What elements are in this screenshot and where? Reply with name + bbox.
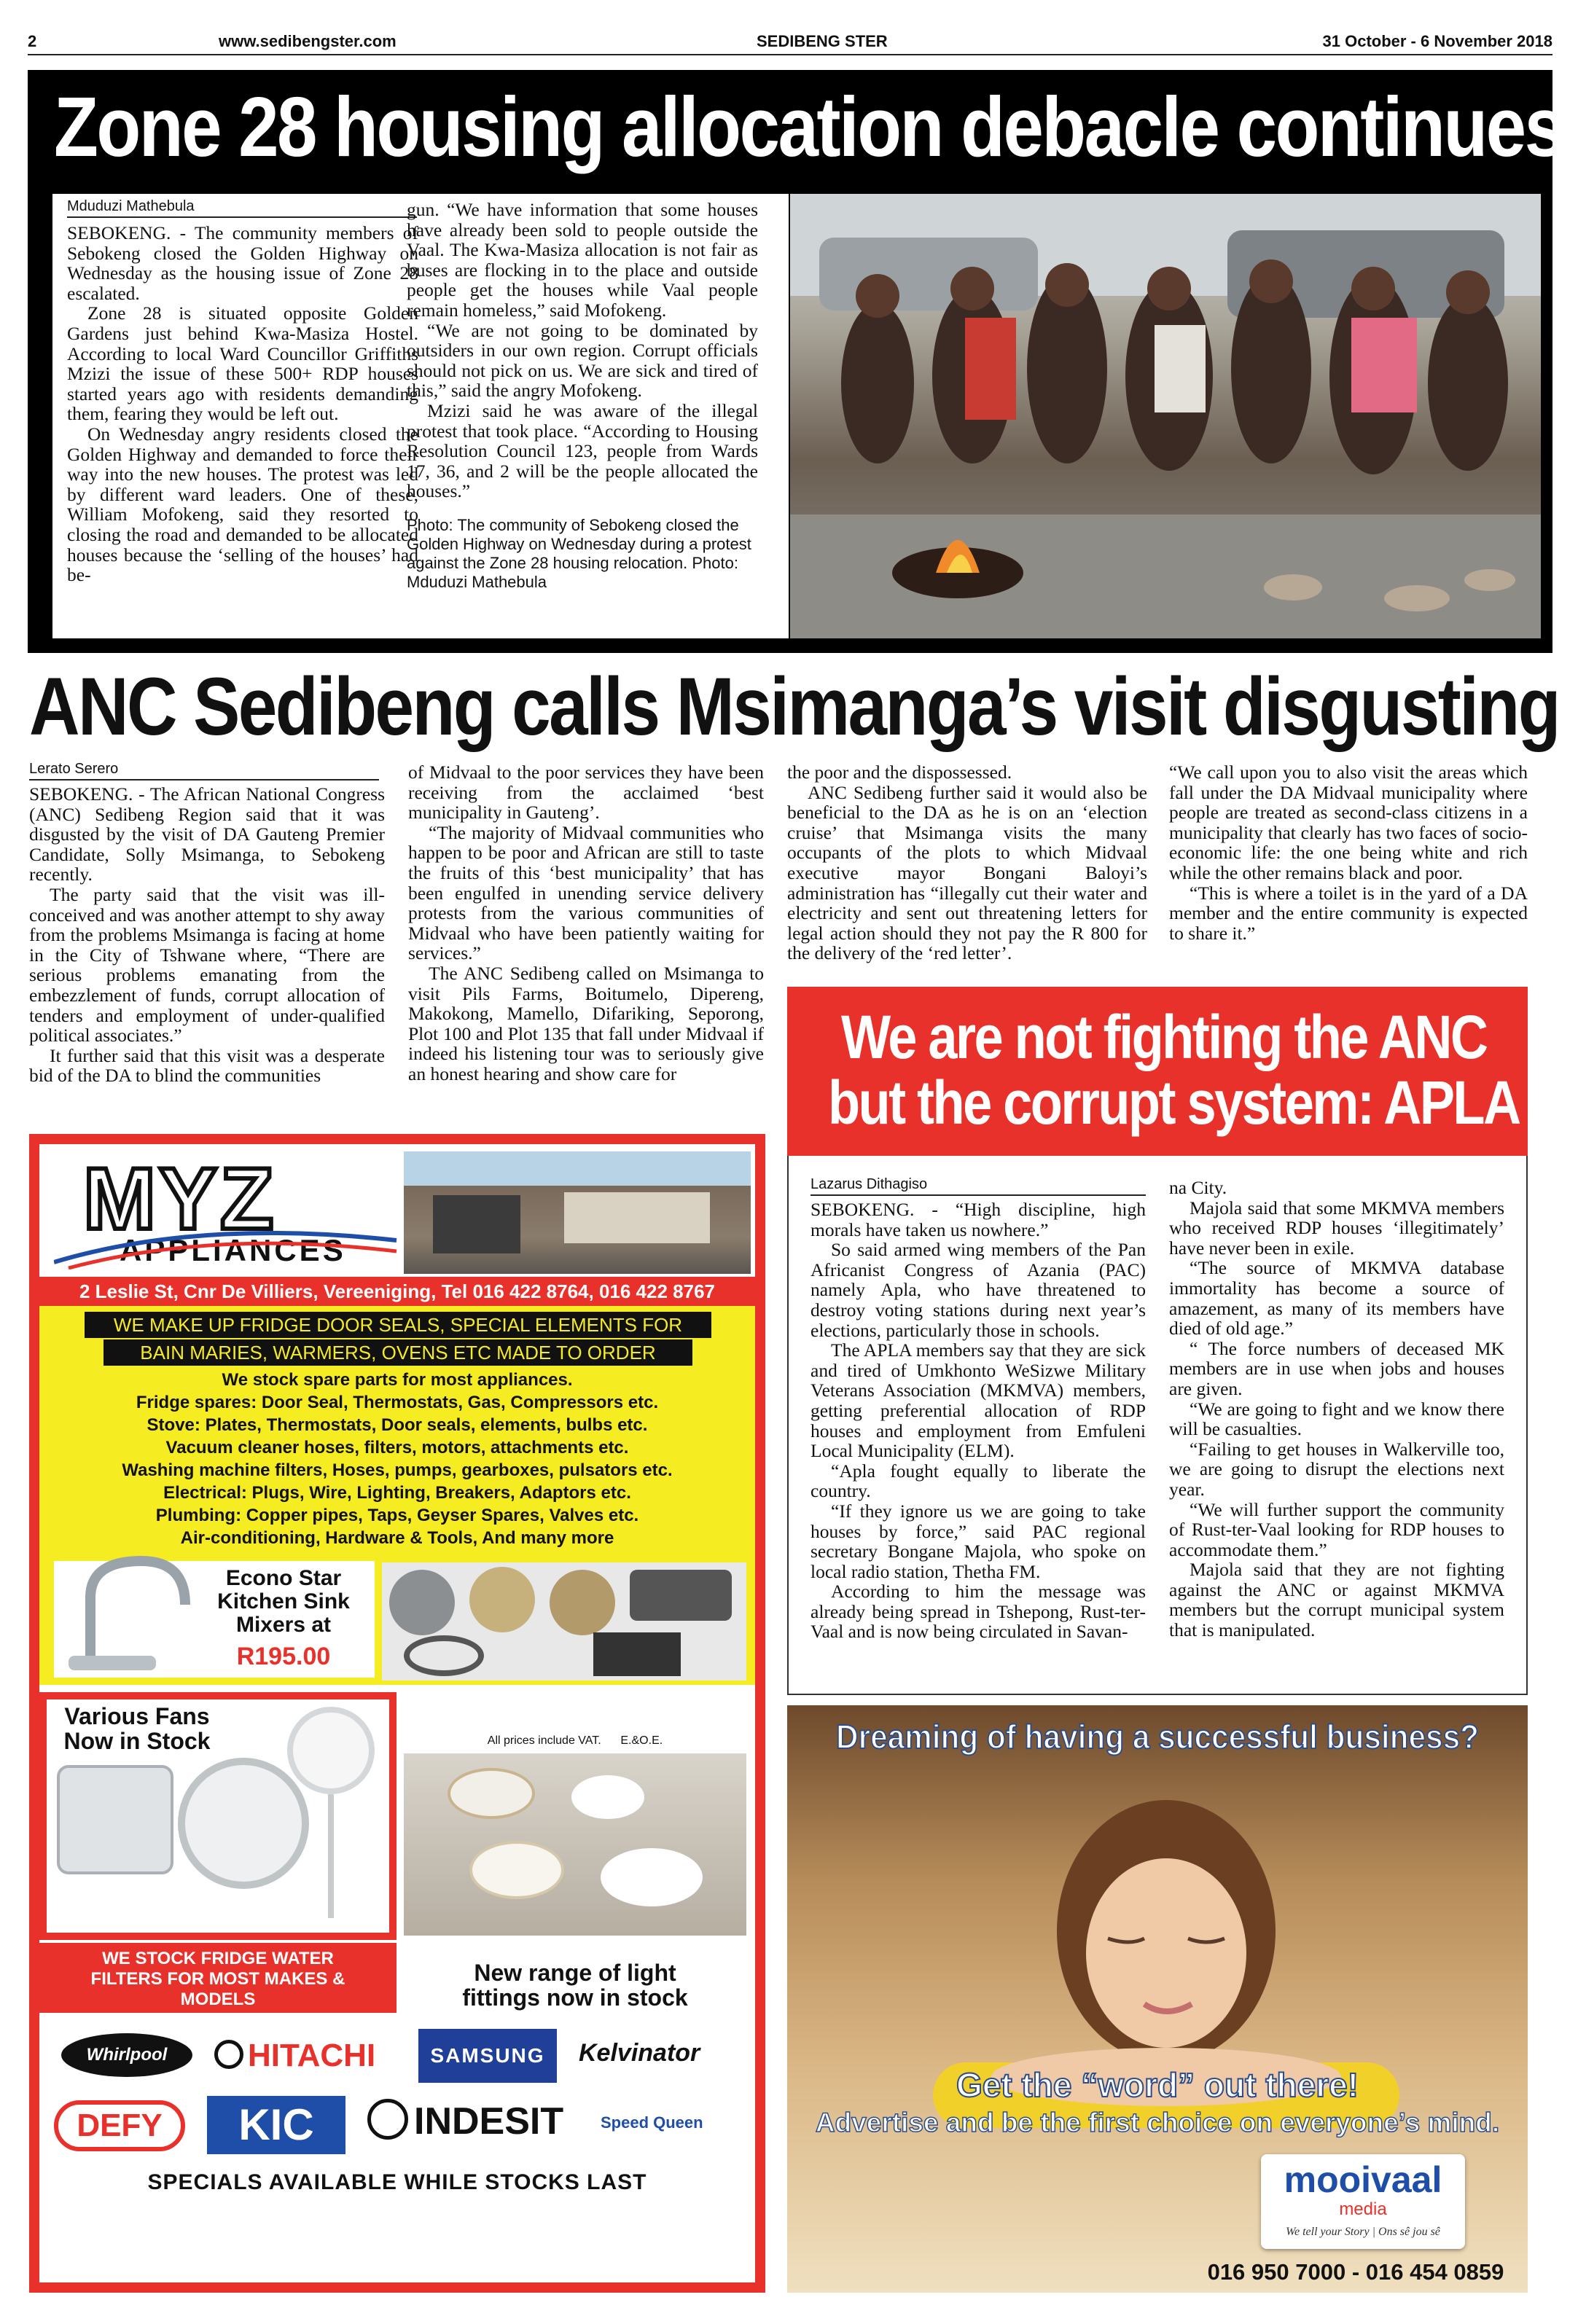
vat-notice: All prices include VAT. E.&O.E. [487, 1734, 663, 1747]
spares-line: Fridge spares: Door Seal, Thermostats, Gas, Compressors etc. [136, 1393, 659, 1412]
myz-address: 2 Leslie St, Cnr De Villiers, Vereeniging, Tel 016 422 8764, 016 422 8767 [39, 1277, 755, 1306]
indesit-icon [367, 2099, 408, 2140]
website-url[interactable]: www.sedibengster.com [219, 32, 397, 50]
tap-icon [61, 1554, 207, 1678]
pedestal-fan-image [287, 1707, 375, 1794]
paragraph: “ The force numbers of deceased MK members are in use when jobs and houses are given. [1169, 1337, 1504, 1399]
paragraph: SEBOKENG. - “High discipline, high morals have taken us nowhere.” [811, 1199, 1146, 1240]
spares-line: Plumbing: Copper pipes, Taps, Geyser Spares, Valves etc. [155, 1506, 639, 1525]
paragraph: “Apla fought equally to liberate the country. [811, 1460, 1146, 1502]
story3-col2 [1169, 1178, 1504, 1640]
protest-photo-drawing [790, 194, 1541, 638]
brand-kic: KIC [207, 2096, 345, 2154]
story1-headline: Zone 28 housing allocation debacle continues [54, 79, 1563, 174]
paragraph: ANC Sedibeng further said it would also be beneficial to the DA as he is on an ‘election cruise’ that Msimanga visits the many occupants of the plots to which Midvaal executive mayor Bongani Baloyi’s administration has “illegally cut their water and electricity and sent out threatening letters for legal action should they not pay the R 800 for the delivery of the ‘red letter’. [787, 781, 1147, 964]
paragraph: “We will further support the community of Rust-ter-Vaal looking for RDP houses to accommodate them.” [1169, 1498, 1504, 1560]
paragraph: “If they ignore us we are going to take houses by force,” said PAC regional secretary Bongane Majola, who spoke on local radio station, Thetha FM. [811, 1500, 1146, 1582]
paragraph: Mzizi said he was aware of the illegal protest that took place. “According to Housing Resolution Council 123, people from Wards 17, 36, and 2 will be the people allocated the houses.” [407, 399, 758, 502]
mixer-title: Econo Star Kitchen Sink Mixers at [217, 1566, 350, 1637]
story1-col2 [407, 200, 758, 592]
story1-col1 [67, 223, 418, 585]
paragraph: SEBOKENG. - The community members of Sebokeng closed the Golden Highway on Wednesday as the housing issue of Zone 28 escalated. [67, 222, 418, 304]
paragraph: On Wednesday angry residents closed the Golden Highway and demanded to force their way into the new houses. The protest was led by different ward leaders. One of these, William Mofokeng, said they resorted to closing the road and demanded to be allocated houses because the ‘selling of the houses’ had be- [67, 423, 418, 586]
brand-indesit-label: INDESIT [414, 2100, 564, 2143]
paragraph: the poor and the dispossessed. [787, 762, 1012, 783]
swoosh-icon [54, 1211, 404, 1269]
mixer-box [54, 1561, 375, 1678]
story3-headline-line2: but the corrupt system: APLA [828, 1068, 1520, 1137]
paragraph: “We call upon you to also visit the areas which fall under the DA Midvaal municipality where people are treated as second-class citizens in a municipality that clearly has two faces of socio-economic life: the one being white and rich while the other remains black and poor. [1169, 762, 1528, 883]
water-filters-label: WE STOCK FRIDGE WATER FILTERS FOR MOST MAKES & MODELS [39, 1943, 397, 2013]
brand-hitachi [214, 2038, 375, 2074]
brand-speed-queen: Speed Queen [601, 2113, 703, 2132]
paragraph: “The source of MKMVA database immortality has become a source of amazement, as many of its members have died of old age.” [1169, 1257, 1504, 1339]
store-front-photo [404, 1151, 751, 1274]
page-number: 2 [28, 32, 37, 50]
story2-headline: ANC Sedibeng calls Msimanga’s visit disgusting [29, 661, 1559, 752]
mooivaal-top-headline: Dreaming of having a successful business? [836, 1718, 1479, 1756]
made-to-order-banner-2: BAIN MARIES, WARMERS, OVENS ETC MADE TO ORDER [103, 1339, 692, 1366]
mixer-price: R195.00 [236, 1643, 331, 1670]
mooivaal-line2: Advertise and be the first choice on everyone’s mind. [815, 2108, 1500, 2137]
paragraph: of Midvaal to the poor services they have been receiving from the acclaimed ‘best municipality in Gauteng’. [408, 762, 764, 823]
story2-col1 [29, 784, 385, 1086]
paragraph: The APLA members say that they are sick and tired of Umkhonto WeSizwe Military Veterans Association (MKMVA) members, getting preferential allocation of RDP houses and employment from Emfuleni Local Municipality (ELM). [811, 1339, 1146, 1462]
paragraph: na City. [1169, 1177, 1227, 1198]
paragraph: According to him the message was already being spread in Tshepong, Rust-ter-Vaal and is now being circulated in Savan- [811, 1581, 1146, 1643]
page-header [28, 31, 1552, 55]
myz-appliances-ad[interactable] [29, 1134, 765, 2293]
mooivaal-phone: 016 950 7000 - 016 454 0859 [1207, 2259, 1504, 2285]
paragraph: “We are not going to be dominated by outsiders in our own region. Corrupt officials should not pick on us. We are sick and tired of this,” said the angry Mofokeng. [407, 319, 758, 402]
story2-byline: Lerato Serero [29, 761, 379, 780]
photo-caption: Photo: The community of Sebokeng closed the Golden Highway on Wednesday during a protest against the Zone 28 housing relocation. Photo: Mduduzi Mathebula [407, 515, 751, 591]
paragraph: The ANC Sedibeng called on Msimanga to visit Pils Farms, Boitumelo, Dipereng, Makokong, Mamello, Difariking, Seporong, Plot 100 and Plot 135 that fall under Midvaal if indeed his listening tour was to seriously give an honest hearing and show care for [408, 962, 764, 1084]
mooivaal-logo-subtitle: media [1339, 2199, 1387, 2219]
spares-line: Washing machine filters, Hoses, pumps, gearboxes, pulsators etc. [122, 1460, 673, 1480]
spares-panel [39, 1306, 755, 1685]
story3-col1 [811, 1200, 1146, 1642]
brand-defy: DEFY [54, 2100, 185, 2151]
brand-indesit [367, 2099, 563, 2143]
story3-headline-line1: We are not fighting the ANC [841, 1003, 1487, 1071]
myz-logo [54, 1150, 404, 1269]
paragraph: “This is where a toilet is in the yard of a DA member and the entire community is expected to share it.” [1169, 882, 1528, 944]
paragraph: gun. “We have information that some houses have already been sold to people outside the Vaal. The Kwa-Masiza allocation is not fair as buses are flocking in to the place and outside people get the houses while Vaal people remain homeless,” said Mofokeng. [407, 199, 758, 321]
made-to-order-banner-1: WE MAKE UP FRIDGE DOOR SEALS, SPECIAL ELEMENTS FOR [85, 1312, 711, 1338]
story2-col2 [408, 762, 764, 1084]
issue-date: 31 October - 6 November 2018 [1322, 32, 1552, 50]
paragraph: SEBOKENG. - The African National Congress (ANC) Sedibeng Region said that it was disgusted by the visit of DA Gauteng Premier Candidate, Solly Msimanga, to Sebokeng recently. [29, 783, 385, 885]
paragraph: It further said that this visit was a desperate bid of the DA to blind the communities [29, 1044, 385, 1087]
mooivaal-line1: Get the “word” out there! [956, 2066, 1359, 2104]
spares-line: Air-conditioning, Hardware & Tools, And many more [180, 1528, 614, 1548]
paragraph: Majola said that some MKMVA members who received RDP houses ‘illegitimately’ have never been in exile. [1169, 1197, 1504, 1259]
spares-line: We stock spare parts for most appliances. [222, 1370, 573, 1390]
paragraph: The party said that the visit was ill-conceived and was another attempt to shy away from the problems Msimanga is facing at home in the City of Tshwane where, “There are serious problems emanating from the embezzlement of funds, corrupt allocation of tenders and employment of under-qualified political associates.” [29, 883, 385, 1046]
paragraph: Zone 28 is situated opposite Golden Gardens just behind Kwa-Masiza Hostel. According to local Ward Councillor Griffiths Mzizi the issue of these 500+ RDP houses started years ago with residents demanding them, fearing they would be left out. [67, 302, 418, 425]
fans-title: Various Fans Now in Stock [63, 1703, 211, 1754]
spares-line: Stove: Plates, Thermostats, Door seals, elements, bulbs etc. [147, 1415, 648, 1435]
protest-photo[interactable] [790, 194, 1541, 638]
mooivaal-media-ad[interactable] [787, 1705, 1528, 2293]
myz-logo-text: MYZ [83, 1150, 277, 1248]
paragraph: “The majority of Midvaal communities who happen to be poor and African are still to taste the fruits of this ‘best municipality’ that has been engulfed in unending service delivery protests from the various communities of Midvaal who have been patiently waiting for services.” [408, 821, 764, 964]
paragraph: So said armed wing members of the Pan Africanist Congress of Azania (PAC) namely Apla, who have threatened to destroy voting stations during next year’s elections, particularly those in schools. [811, 1239, 1146, 1341]
story3-byline: Lazarus Dithagiso [811, 1176, 1146, 1196]
paragraph: “We are going to fight and we know there will be casualties. [1169, 1398, 1504, 1440]
spares-line: Electrical: Plugs, Wire, Lighting, Breakers, Adaptors etc. [163, 1483, 631, 1503]
box-fan-image [57, 1765, 173, 1874]
paper-name: SEDIBENG STER [757, 32, 888, 50]
light-fittings-label: New range of light fittings now in stock [462, 1960, 688, 2011]
spares-line: Vacuum cleaner hoses, filters, motors, attachments etc. [165, 1438, 629, 1458]
mooivaal-tagline: We tell your Story | Ons sê jou sê [1286, 2226, 1440, 2238]
paragraph: “Failing to get houses in Walkerville too, we are going to disrupt the elections next year. [1169, 1438, 1504, 1500]
story3-headline-box [787, 987, 1528, 1156]
story2-col3 [787, 762, 1147, 963]
story1-box [28, 70, 1563, 653]
brand-samsung: SAMSUNG [418, 2029, 557, 2083]
myz-logo-subtitle: APPLIANCES [120, 1233, 346, 1267]
hitachi-icon [214, 2040, 243, 2069]
mooivaal-logo-box [1261, 2154, 1465, 2249]
spare-parts-photo [382, 1562, 746, 1681]
story2-col4 [1169, 762, 1528, 943]
brand-hitachi-label: HITACHI [248, 2038, 376, 2073]
specials-footer: SPECIALS AVAILABLE WHILE STOCKS LAST [147, 2170, 647, 2194]
fans-box [39, 1692, 397, 1940]
light-fittings-photo [404, 1753, 746, 1936]
brand-whirlpool: Whirlpool [61, 2033, 192, 2077]
brand-kelvinator: Kelvinator [579, 2039, 700, 2067]
mooivaal-logo: mooivaal [1284, 2159, 1442, 2200]
story1-byline: Mduduzi Mathebula [67, 198, 417, 218]
paragraph: Majola said that they are not fighting against the ANC or against MKMVA members but the corrupt municipal system that is manipulated. [1169, 1559, 1504, 1641]
floor-fan-image [178, 1758, 309, 1889]
